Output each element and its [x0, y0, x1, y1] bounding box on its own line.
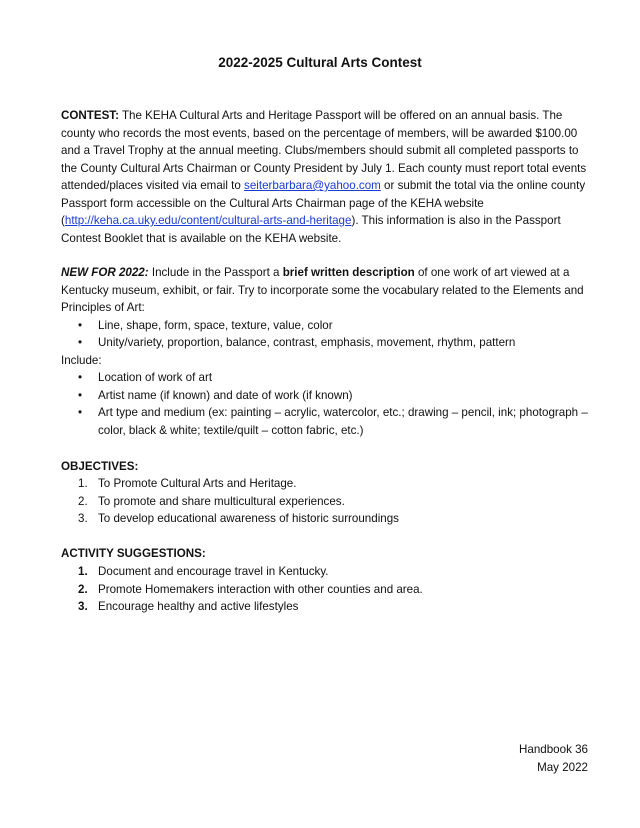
- bullet-icon: •: [78, 388, 83, 402]
- contest-text-1: The KEHA Cultural Arts and Heritage Passport will be offered on an annual basis. The county who records the most events, based on the percentage of members, will be awarded $100.00 and a Travel Trophy at the annual meeting. Clubs/members should submit all completed passports to the County Cultural Arts Chairman or County President by July 1. Each county must report total events attended/places visited via email to: [61, 109, 587, 192]
- footer-handbook: Handbook 36: [519, 743, 588, 756]
- list-item: 1. To Promote Cultural Arts and Heritage.: [78, 477, 297, 490]
- bullet-icon: •: [78, 336, 83, 349]
- list-item: • Location of work of art: [61, 369, 593, 387]
- list-item: 2. To promote and share multicultural experiences.: [78, 494, 345, 508]
- list-item: • Art type and medium (ex: painting – acrylic, watercolor, etc.; drawing – pencil, ink; photograph – color, black & white; textile/quilt – cotton fabric, etc.): [78, 406, 588, 437]
- new-for-bold: brief written description: [282, 266, 415, 279]
- page-title: 2022-2025 Cultural Arts Contest: [218, 55, 422, 70]
- list-item: • Unity/variety, proportion, balance, contrast, emphasis, movement, rhythm, pattern: [61, 334, 593, 352]
- list-item: 2. Promote Homemakers interaction with other counties and area.: [78, 582, 423, 596]
- objectives-heading: OBJECTIVES:: [61, 460, 139, 473]
- bullet-icon: •: [78, 406, 83, 419]
- bullet-icon: •: [78, 318, 83, 332]
- list-item: 1. Document and encourage travel in Kentucky.: [78, 565, 329, 578]
- contest-label: CONTEST:: [61, 109, 119, 122]
- contest-paragraph: [61, 107, 593, 247]
- new-for-section: [61, 264, 593, 439]
- contest-text-3: ). This information is also in the Passport Contest Booklet that is available on the KEHA website.: [61, 214, 561, 245]
- list-item: • Line, shape, form, space, texture, value, color: [61, 317, 593, 335]
- activity-list: [61, 563, 593, 616]
- website-link[interactable]: http://keha.ca.uky.edu/content/cultural-arts-and-heritage: [64, 214, 352, 227]
- objectives-list: [61, 475, 593, 528]
- include-label: Include:: [61, 353, 102, 367]
- footer-date: May 2022: [537, 761, 588, 774]
- list-item: 3. Encourage healthy and active lifestyles: [78, 600, 299, 613]
- new-for-label: NEW FOR 2022:: [61, 266, 149, 279]
- elements-list: [61, 317, 593, 352]
- list-item: • Artist name (if known) and date of work (if known): [61, 387, 593, 405]
- list-item: 3. To develop educational awareness of historic surroundings: [78, 512, 399, 525]
- bullet-icon: •: [78, 371, 83, 384]
- new-for-text-2: of one work of art viewed at a Kentucky museum, exhibit, or fair. Try to incorporate some the vocabulary related to the Elements and Principles of Art:: [61, 266, 584, 314]
- contest-text-2: or submit the total via the online county Passport form accessible on the Cultural Arts Chairman page of the KEHA website (: [61, 179, 586, 227]
- new-for-paragraph: [61, 264, 593, 317]
- activity-heading: ACTIVITY SUGGESTIONS:: [61, 547, 206, 560]
- include-list: [61, 369, 593, 439]
- new-for-text-1: Include in the Passport a: [148, 266, 283, 279]
- email-link[interactable]: seiterbarbara@yahoo.com: [244, 179, 381, 192]
